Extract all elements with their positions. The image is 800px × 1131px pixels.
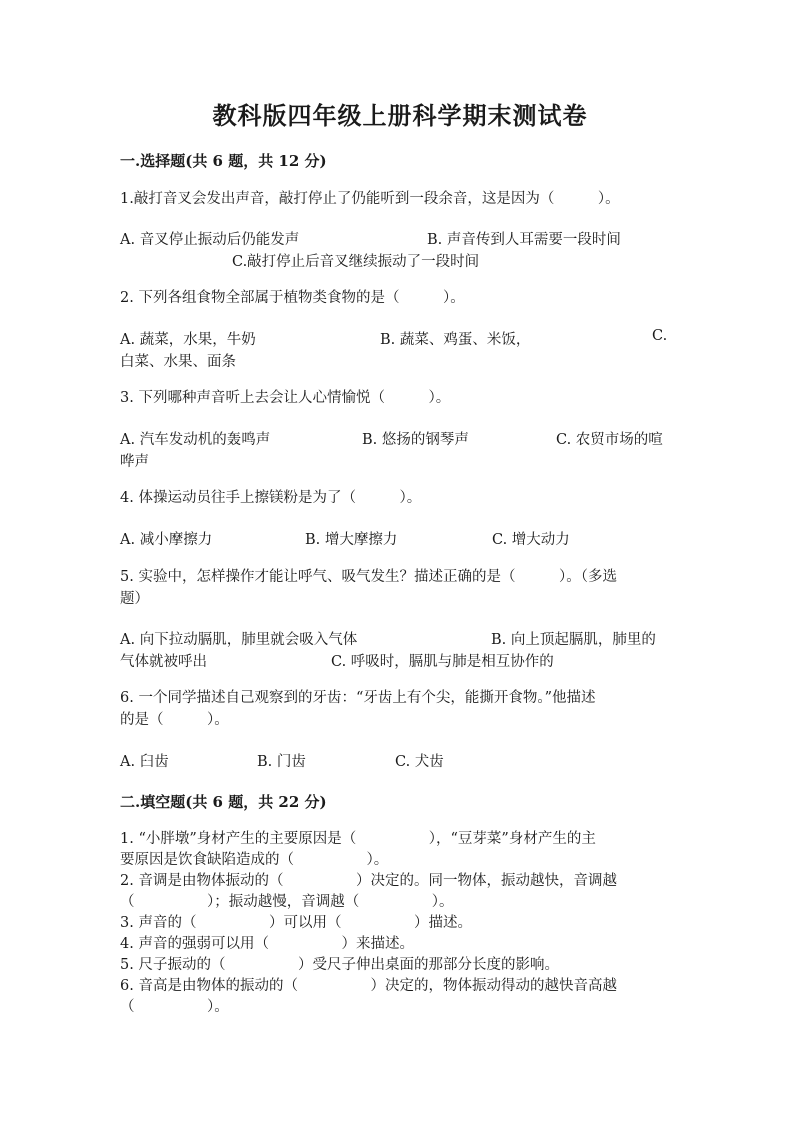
question-stem: 4. 体操运动员往手上擦镁粉是为了（ ）。 [120,490,422,506]
option-c: C. 农贸市场的喧 [556,432,663,448]
question-stem: 3. 下列哪种声音听上去会让人心情愉悦（ ）。 [120,390,451,406]
option-c-continued: 哗声 [120,454,149,470]
option-c: C. 犬齿 [395,754,444,770]
option-b: B. 向上顶起膈肌，肺里的 [491,632,656,648]
page-title: 教科版四年级上册科学期末测试卷 [212,101,588,130]
fill-line: 4. 声音的强弱可以用（ ）来描述。 [120,936,414,952]
fill-line: 3. 声音的（ ）可以用（ ）描述。 [120,915,472,931]
option-c-continued: 白菜、水果、面条 [120,354,236,370]
option-c: C. 增大动力 [492,532,570,548]
option-a: A. 汽车发动机的轰鸣声 [120,432,271,448]
question-stem-continued: 题） [120,591,149,607]
option-b-continued: 气体就被呼出 [120,654,207,670]
fill-line: 6. 音高是由物体的振动的（ ）决定的，物体振动得动的越快音高越 [120,978,617,994]
question-stem: 5. 实验中，怎样操作才能让呼气、吸气发生？描述正确的是（ ）。（多选 [120,569,617,585]
fill-line: 要原因是饮食缺陷造成的（ ）。 [120,852,389,868]
fill-line: 1. “小胖墩”身材产生的主要原因是（ ），“豆芽菜”身材产生的主 [120,831,596,847]
option-b: B. 蔬菜、鸡蛋、米饭， [380,332,531,348]
option-c: C.敲打停止后音叉继续振动了一段时间 [232,254,480,270]
fill-line: 2. 音调是由物体振动的（ ）决定的。同一物体，振动越快，音调越 [120,873,617,889]
option-a: A. 音叉停止振动后仍能发声 [120,232,300,248]
question-stem-continued: 的是（ ）。 [120,712,229,728]
option-a: A. 蔬菜，水果，牛奶 [120,332,256,348]
question-stem: 6. 一个同学描述自己观察到的牙齿：“牙齿上有个尖，能撕开食物。”他描述 [120,690,596,706]
section-heading-fill-blank: 二.填空题(共 6 题，共 22 分) [120,793,327,811]
option-c: C. 呼吸时，膈肌与肺是相互协作的 [331,654,554,670]
option-a: A. 向下拉动膈肌，肺里就会吸入气体 [120,632,358,648]
question-stem: 1.敲打音叉会发出声音，敲打停止了仍能听到一段余音，这是因为（ ）。 [120,191,620,207]
option-b: B. 悠扬的钢琴声 [362,432,469,448]
fill-line: 5. 尺子振动的（ ）受尺子伸出桌面的那部分长度的影响。 [120,957,559,973]
fill-line: （ ）。 [120,999,229,1015]
option-a: A. 臼齿 [120,754,169,770]
option-b: B. 增大摩擦力 [305,532,398,548]
option-a: A. 减小摩擦力 [120,532,213,548]
question-stem: 2. 下列各组食物全部属于植物类食物的是（ ）。 [120,290,465,306]
option-b: B. 声音传到人耳需要一段时间 [427,232,621,248]
section-heading-choice: 一.选择题(共 6 题，共 12 分) [120,152,327,170]
option-b: B. 门齿 [257,754,306,770]
fill-line: （ ）；振动越慢，音调越（ ）。 [120,894,454,910]
option-c: C. [652,328,668,344]
